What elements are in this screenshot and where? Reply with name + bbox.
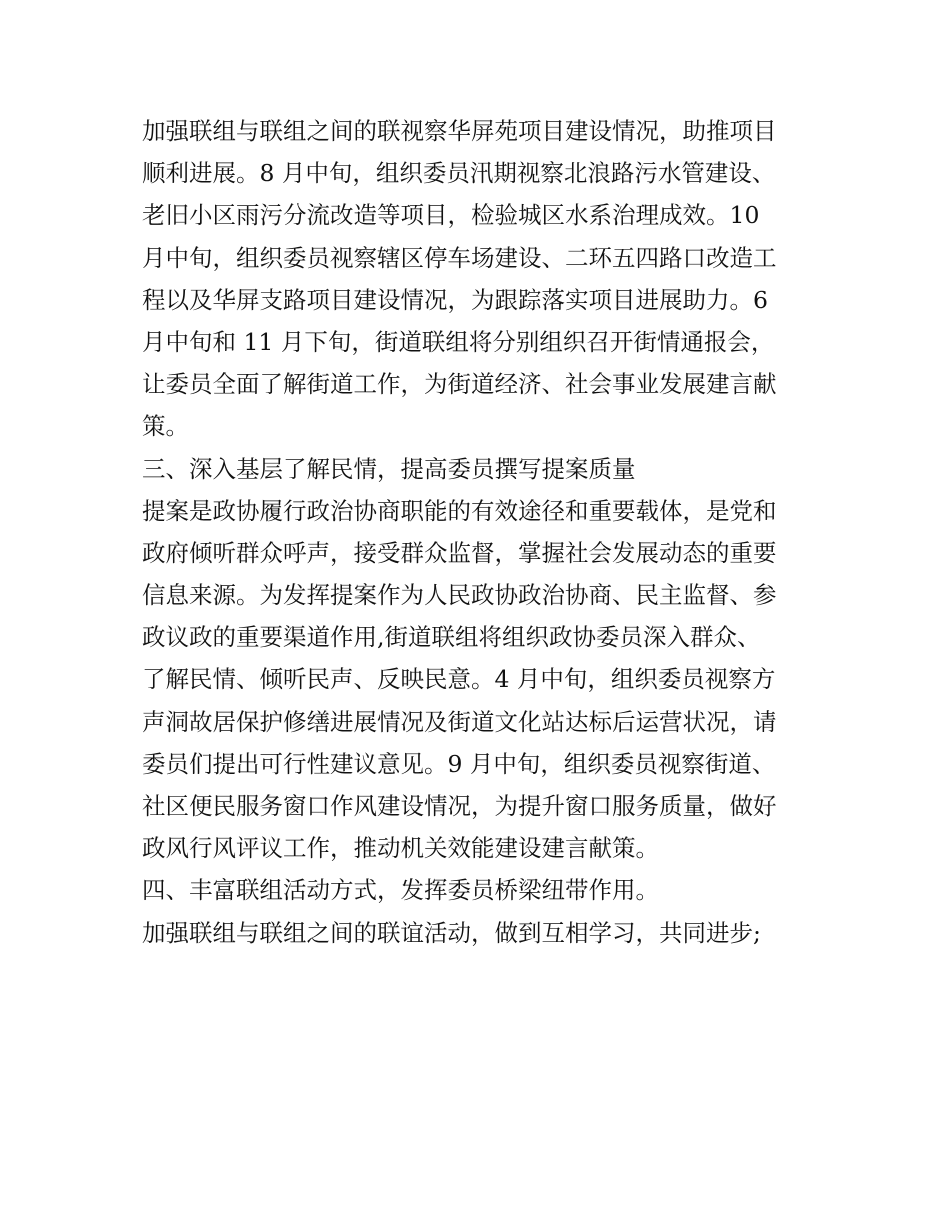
text-line-8: 策。 [142,412,189,441]
text-line-4: 月中旬，组织委员视察辖区停车场建设、二环五四路口改造工 [142,243,777,272]
text-line-5: 程以及华屏支路项目建设情况，为跟踪落实项目进展助力。6 [142,285,768,314]
text-line-16: 委员们提出可行性建议意见。9 月中旬，组织委员视察街道、 [142,749,776,778]
text-line-2: 顺利进展。8 月中旬，组织委员汛期视察北浪路污水管建设、 [142,159,776,188]
text-line-18: 政风行风评议工作，推动机关效能建设建言献策。 [142,834,659,863]
text-line-10: 提案是政协履行政治协商职能的有效途径和重要载体，是党和 [142,496,777,525]
text-line-7: 让委员全面了解街道工作，为街道经济、社会事业发展建言献 [142,370,777,399]
text-line-12: 信息来源。为发挥提案作为人民政协政治协商、民主监督、参 [142,581,777,610]
text-line-15: 声洞故居保护修缮进展情况及街道文化站达标后运营状况，请 [142,707,777,736]
text-line-3: 老旧小区雨污分流改造等项目，检验城区水系治理成效。10 [142,201,760,230]
section-heading-4: 四、丰富联组活动方式，发挥委员桥梁纽带作用。 [142,876,659,905]
text-line-1: 加强联组与联组之间的联视察华屏苑项目建设情况，助推项目 [142,117,777,145]
text-line-14: 了解民情、倾听民声、反映民意。4 月中旬，组织委员视察方 [142,665,776,694]
text-line-11: 政府倾听群众呼声，接受群众监督，掌握社会发展动态的重要 [142,538,777,567]
document-body [142,110,822,954]
text-line-17: 社区便民服务窗口作风建设情况，为提升窗口服务质量，做好 [142,792,777,820]
text-line-6: 月中旬和 11 月下旬，街道联组将分别组织召开街情通报会， [142,327,775,356]
text-line-13: 政议政的重要渠道作用,街道联组将组织政协委员深入群众、 [142,623,761,652]
text-line-20: 加强联组与联组之间的联谊活动，做到互相学习，共同进步; [142,918,761,947]
section-heading-3: 三、深入基层了解民情，提高委员撰写提案质量 [142,454,636,483]
